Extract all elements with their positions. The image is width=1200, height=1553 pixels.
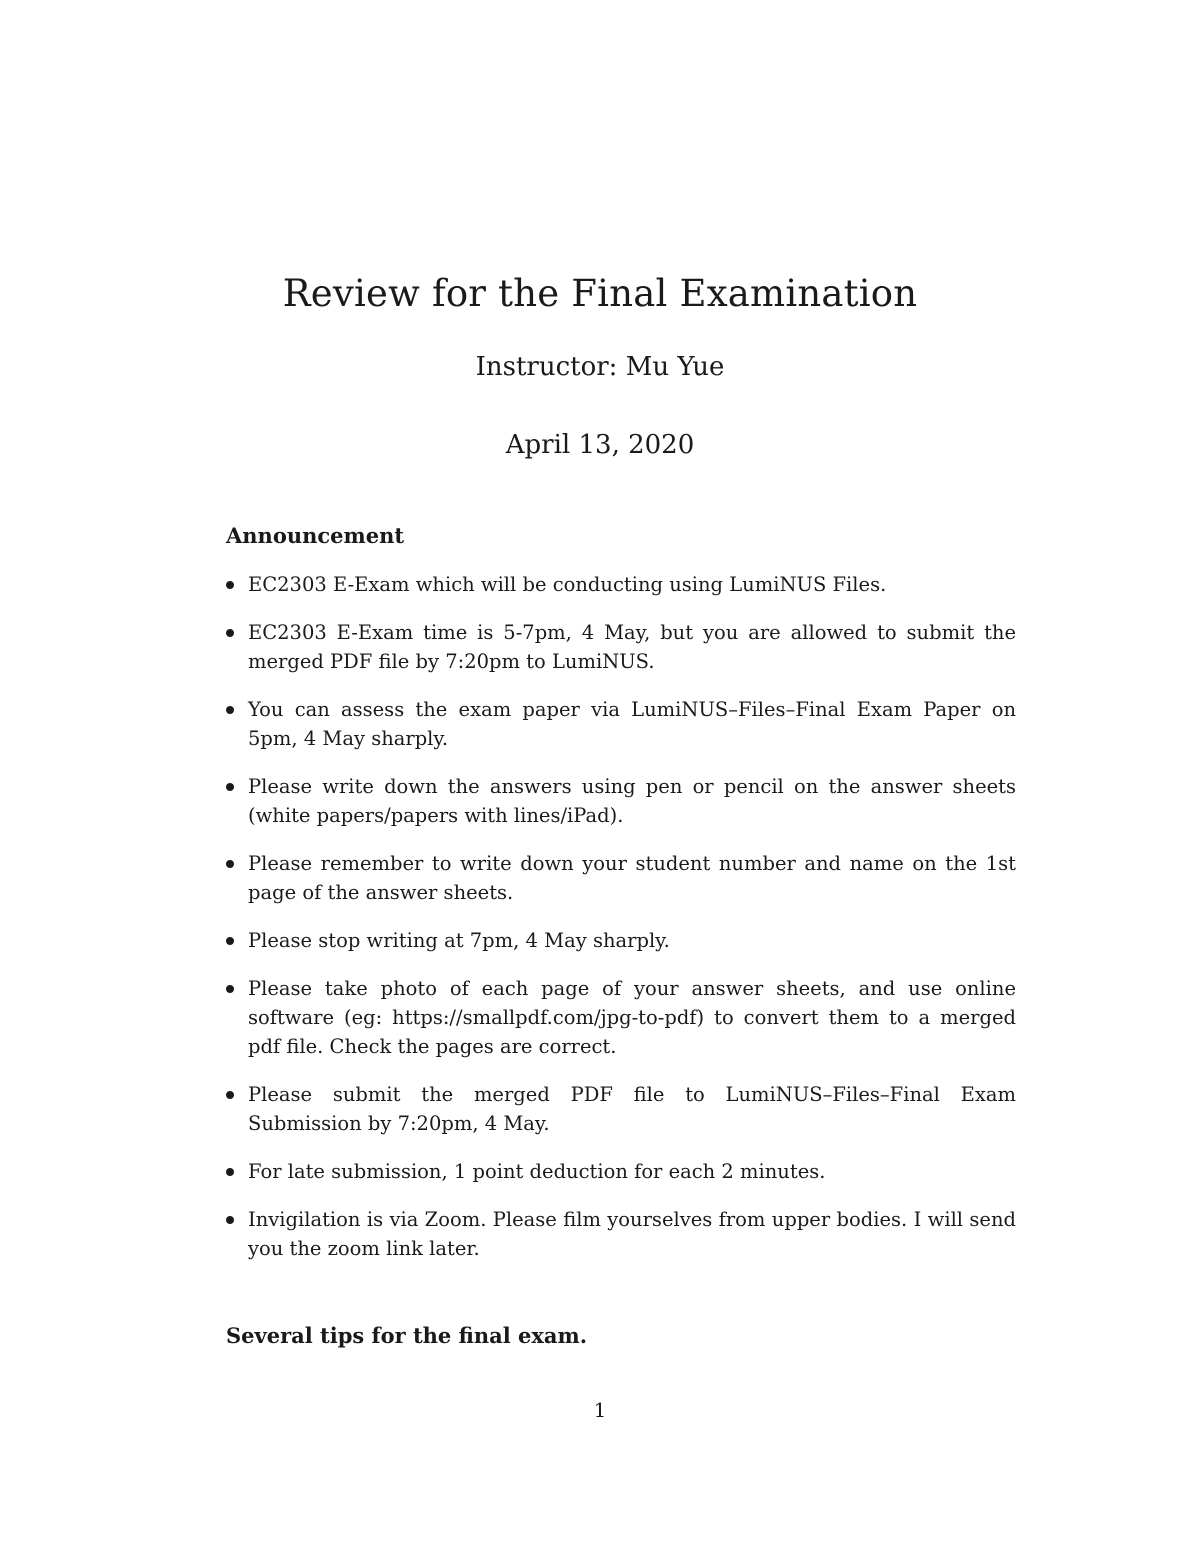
list-item — [226, 1205, 1016, 1263]
list-item-text: EC2303 E-Exam which will be conducting using LumiNUS Files. — [248, 573, 887, 596]
list-item — [226, 618, 1016, 676]
tips-heading: Several tips for the final exam. — [226, 1323, 588, 1348]
list-item — [226, 849, 1016, 907]
list-item-text: You can assess the exam paper via LumiNUS–Files–Final Exam Paper on 5pm, 4 May sharply. — [248, 698, 1016, 750]
bullet-icon — [226, 1168, 234, 1176]
bullet-icon — [226, 783, 234, 791]
list-item — [226, 926, 1016, 955]
list-item-text: For late submission, 1 point deduction for each 2 minutes. — [248, 1160, 826, 1183]
list-item-text: Please remember to write down your student number and name on the 1st page of the answer sheets. — [248, 852, 1016, 904]
bullet-icon — [226, 937, 234, 945]
list-item-text: Please take photo of each page of your answer sheets, and use online software (eg: https://smallpdf.com/jpg-to-pdf) to convert them to a merged pdf file. Check the pages are correct. — [248, 977, 1016, 1058]
document-title: Review for the Final Examination — [282, 272, 918, 315]
list-item-text: EC2303 E-Exam time is 5-7pm, 4 May, but you are allowed to submit the merged PDF file by 7:20pm to LumiNUS. — [248, 621, 1016, 673]
bullet-icon — [226, 629, 234, 637]
list-item-text: Invigilation is via Zoom. Please film yourselves from upper bodies. I will send you the zoom link later. — [248, 1208, 1016, 1260]
bullet-icon — [226, 1216, 234, 1224]
list-item — [226, 974, 1016, 1061]
list-item-text: Please stop writing at 7pm, 4 May sharply. — [248, 929, 670, 952]
list-item-text: Please write down the answers using pen or pencil on the answer sheets (white papers/papers with lines/iPad). — [248, 775, 1016, 827]
page-number: 1 — [593, 1398, 607, 1422]
announcement-list — [226, 570, 1016, 1282]
announcement-heading: Announcement — [226, 523, 405, 548]
bullet-icon — [226, 1091, 234, 1099]
bullet-icon — [226, 706, 234, 714]
bullet-icon — [226, 581, 234, 589]
list-item — [226, 695, 1016, 753]
list-item-text: Please submit the merged PDF file to LumiNUS–Files–Final Exam Submission by 7:20pm, 4 May. — [248, 1083, 1016, 1135]
bullet-icon — [226, 860, 234, 868]
document-date: April 13, 2020 — [505, 430, 695, 460]
bullet-icon — [226, 985, 234, 993]
list-item — [226, 1080, 1016, 1138]
list-item — [226, 1157, 1016, 1186]
author-line: Instructor: Mu Yue — [475, 352, 725, 382]
list-item — [226, 772, 1016, 830]
list-item — [226, 570, 1016, 599]
